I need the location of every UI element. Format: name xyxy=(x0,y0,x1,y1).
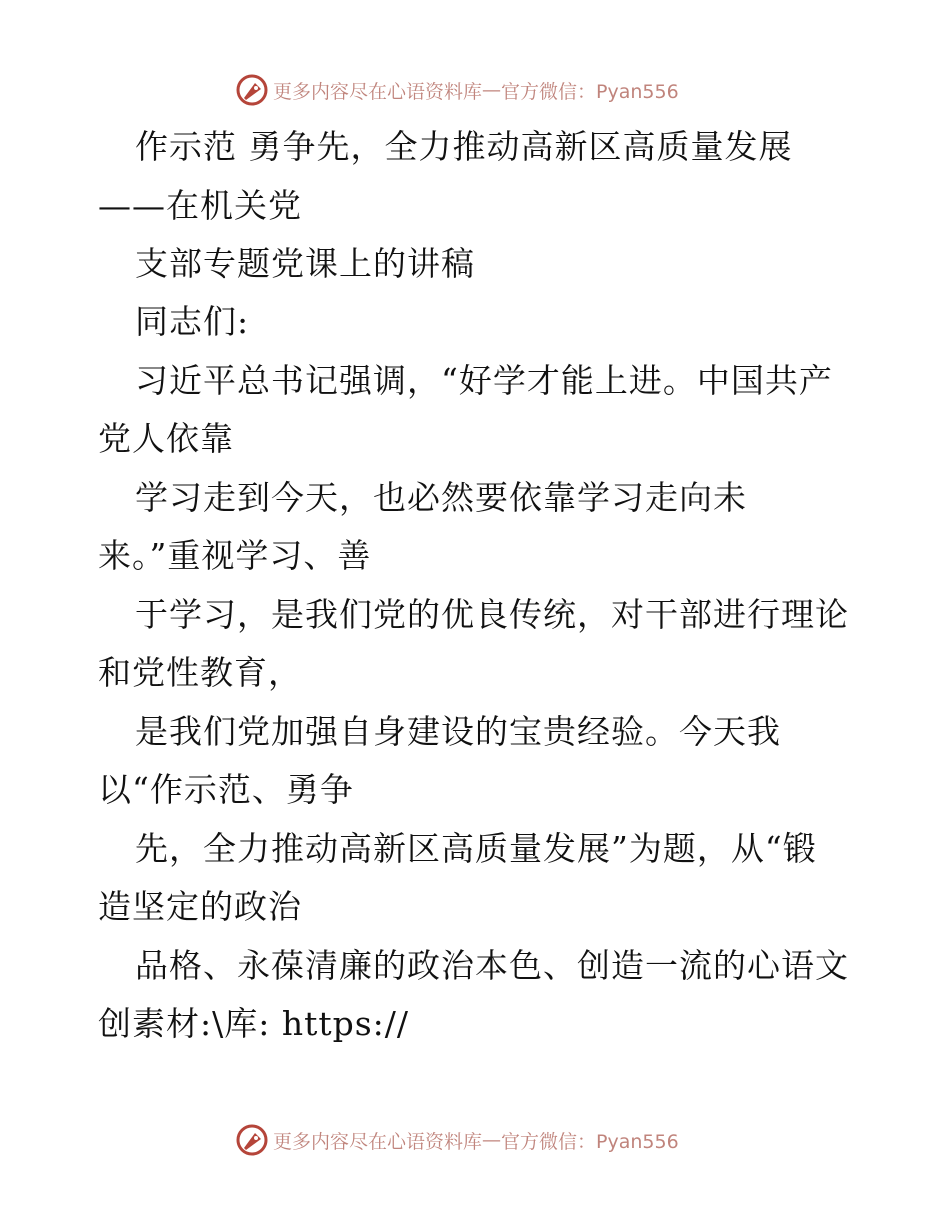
watermark-separator: — xyxy=(482,1129,502,1151)
title-line-2: ——在机关党 xyxy=(98,186,302,225)
watermark-text: 更多内容尽在心语资料库 xyxy=(273,1130,483,1153)
salutation-line: 同志们: xyxy=(135,302,250,341)
paragraph-line: 造坚定的政治 xyxy=(98,887,302,926)
footer-watermark xyxy=(235,1122,679,1158)
header-watermark xyxy=(235,72,679,108)
paragraph-line: 来。”重视学习、善 xyxy=(98,536,372,575)
paragraph-line: 习近平总书记强调，“好学才能上进。中国共产 xyxy=(135,361,833,400)
watermark-contact: 官方微信：Pyan556 xyxy=(501,1130,679,1153)
paragraph-line: 先，全力推动高新区高质量发展”为题，从“锻 xyxy=(135,829,817,868)
paragraph-line: 品格、永葆清廉的政治本色、创造一流的心语文 xyxy=(135,946,849,985)
paragraph-line: 以“作示范、勇争 xyxy=(98,770,354,809)
paragraph-line: 是我们党加强自身建设的宝贵经验。今天我 xyxy=(135,712,781,751)
title-line-1: 作示范 勇争先，全力推动高新区高质量发展 xyxy=(135,127,793,166)
paragraph-line: 创素材:\库: https:// xyxy=(98,1004,410,1043)
subtitle-line: 支部专题党课上的讲稿 xyxy=(135,244,475,283)
watermark-separator: — xyxy=(482,79,502,101)
pen-nib-logo-icon xyxy=(235,73,269,107)
watermark-contact: 官方微信：Pyan556 xyxy=(501,80,679,103)
paragraph-line: 学习走到今天，也必然要依靠学习走向未 xyxy=(135,478,747,517)
pen-nib-logo-icon xyxy=(235,1123,269,1157)
watermark-text: 更多内容尽在心语资料库 xyxy=(273,80,483,103)
paragraph-line: 于学习，是我们党的优良传统，对干部进行理论 xyxy=(135,595,849,634)
paragraph-line: 和党性教育， xyxy=(98,653,302,692)
paragraph-line: 党人依靠 xyxy=(98,419,234,458)
